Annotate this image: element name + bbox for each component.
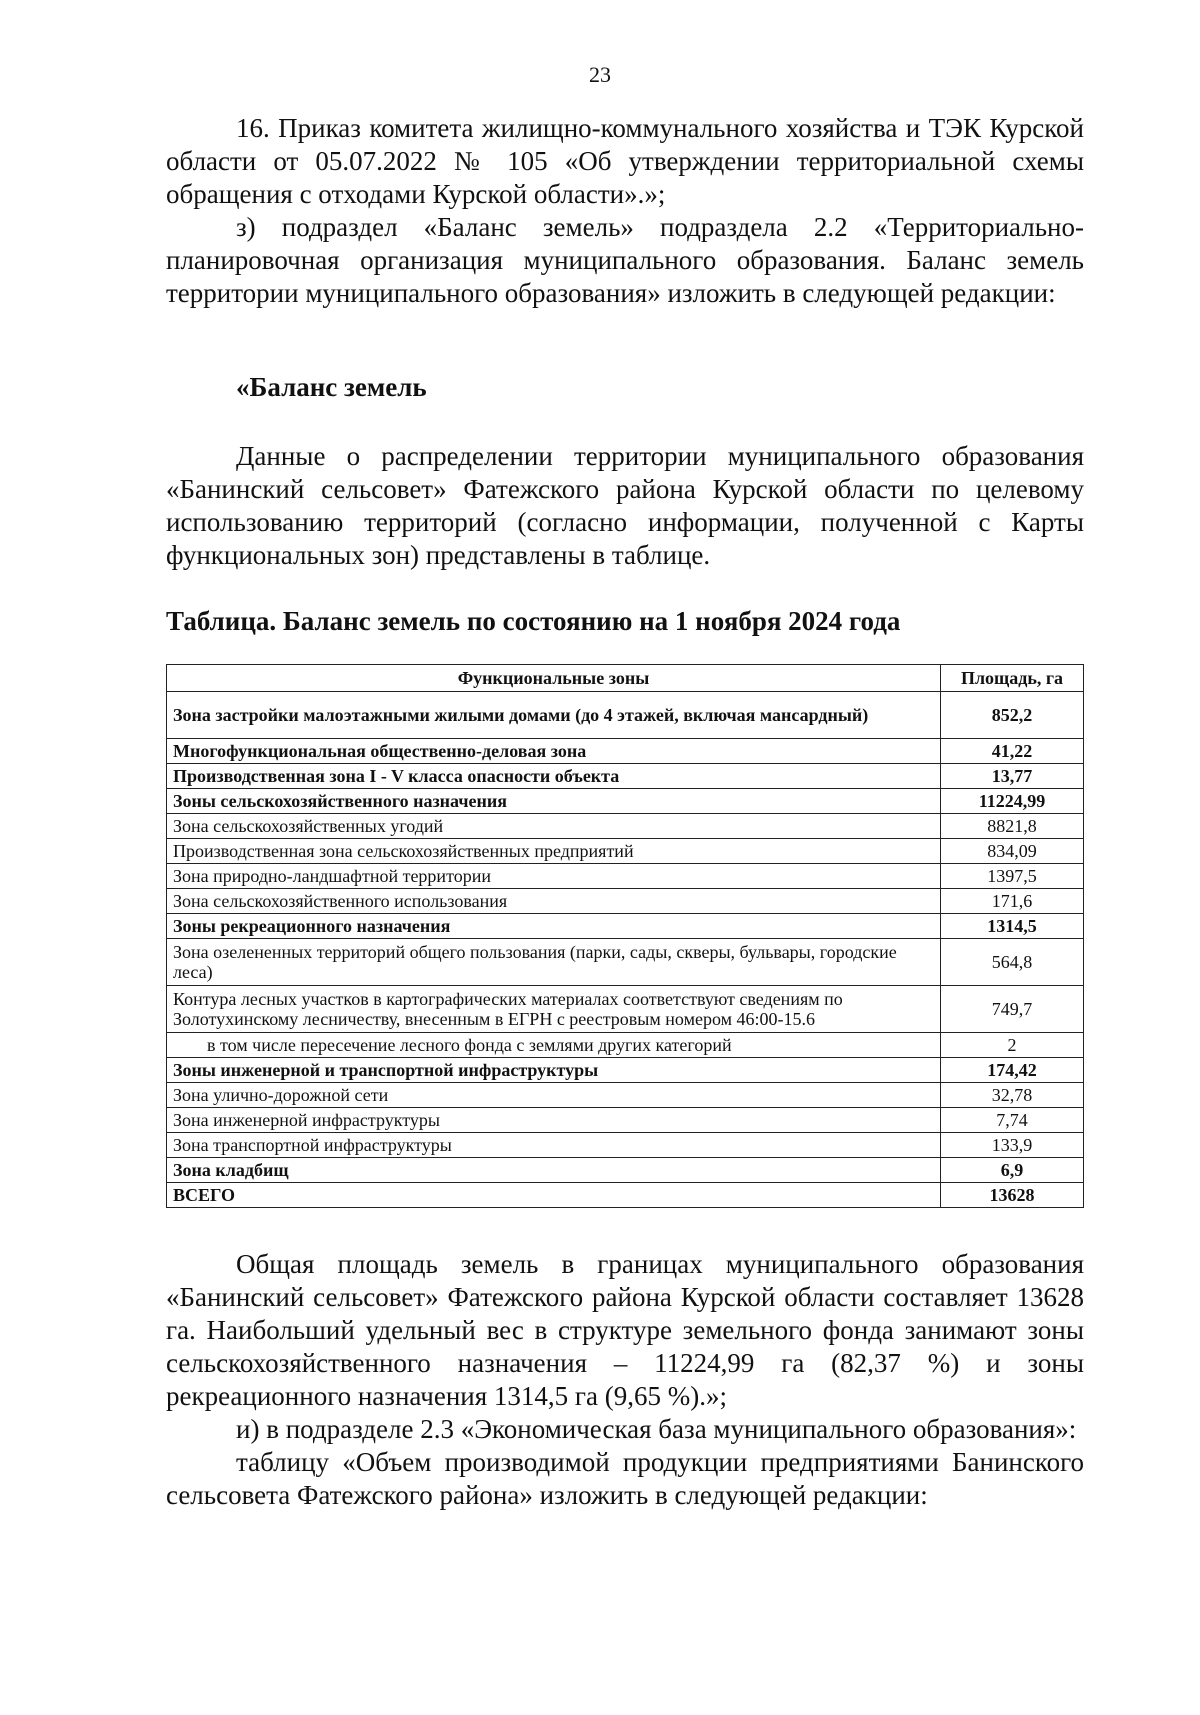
table-row: [167, 789, 1084, 814]
area-cell: 41,22: [941, 739, 1084, 764]
zone-cell: Зоны рекреационного назначения: [167, 914, 941, 939]
summary-paragraph: Общая площадь земель в границах муниципального образования «Банинский сельсовет» Фатежского района Курской области составляет 13628 га. Наибольший удельный вес в структуре земельного фонда занимают зоны сельскохозяйственного назначения – 11224,99 га (82,37 %) и зоны рекреационного назначения 1314,5 га (9,65 %).»;: [166, 1249, 1084, 1411]
table-total-row: [167, 1183, 1084, 1208]
table-row: [167, 1133, 1084, 1158]
table-row: [167, 764, 1084, 789]
area-cell: 834,09: [941, 839, 1084, 864]
zone-cell: в том числе пересечение лесного фонда с землями других категорий: [167, 1033, 941, 1058]
area-cell: 13,77: [941, 764, 1084, 789]
description-block: [166, 440, 1084, 572]
area-cell: 1397,5: [941, 864, 1084, 889]
land-balance-table: [166, 664, 1084, 1208]
item-z-paragraph: з) подраздел «Баланс земель» подраздела 2.2 «Территориально-планировочная организация муниципального образования. Баланс земель территории муниципального образования» изложить в следующей редакции:: [166, 212, 1084, 308]
table-row: [167, 1033, 1084, 1058]
table-row: [167, 1058, 1084, 1083]
zone-cell: Зона озелененных территорий общего пользования (парки, сады, скверы, бульвары, городские леса): [167, 939, 941, 986]
area-cell: 171,6: [941, 889, 1084, 914]
item-table-paragraph: таблицу «Объем производимой продукции предприятиями Банинского сельсовета Фатежского района» изложить в следующей редакции:: [166, 1447, 1084, 1510]
area-cell: 7,74: [941, 1108, 1084, 1133]
area-cell: 564,8: [941, 939, 1084, 986]
section-heading: «Баланс земель: [236, 372, 427, 402]
zone-cell: Зона застройки малоэтажными жилыми домами (до 4 этажей, включая мансардный): [167, 692, 941, 739]
area-cell: 8821,8: [941, 814, 1084, 839]
page-number: 23: [589, 62, 611, 87]
table-row: [167, 739, 1084, 764]
zone-cell: Зона сельскохозяйственного использования: [167, 889, 941, 914]
zone-cell: Зона сельскохозяйственных угодий: [167, 814, 941, 839]
zone-cell: Производственная зона сельскохозяйственных предприятий: [167, 839, 941, 864]
area-cell: 174,42: [941, 1058, 1084, 1083]
total-area-cell: 13628: [941, 1183, 1084, 1208]
summary-block: [166, 1248, 1084, 1512]
total-label-cell: ВСЕГО: [167, 1183, 941, 1208]
table-row: [167, 1083, 1084, 1108]
table-row: [167, 986, 1084, 1033]
zone-cell: Зона инженерной инфраструктуры: [167, 1108, 941, 1133]
table-row: [167, 864, 1084, 889]
zone-cell: Зона природно-ландшафтной территории: [167, 864, 941, 889]
table-row: [167, 889, 1084, 914]
area-cell: 6,9: [941, 1158, 1084, 1183]
area-cell: 32,78: [941, 1083, 1084, 1108]
zone-cell: Зона транспортной инфраструктуры: [167, 1133, 941, 1158]
area-cell: 852,2: [941, 692, 1084, 739]
area-cell: 133,9: [941, 1133, 1084, 1158]
table-row: [167, 839, 1084, 864]
description-paragraph: Данные о распределении территории муниципального образования «Банинский сельсовет» Фатежского района Курской области по целевому использованию территорий (согласно информации, полученной с Карты функциональных зон) представлены в таблице.: [166, 441, 1084, 570]
zone-cell: Контура лесных участков в картографических материалах соответствуют сведениям по Золотухинскому лесничеству, внесенным в ЕГРН с реестровым номером 46:00-15.6: [167, 986, 941, 1033]
table-header-row: [167, 665, 1084, 692]
area-cell: 2: [941, 1033, 1084, 1058]
intro-block: [166, 112, 1084, 310]
header-area: Площадь, га: [941, 665, 1084, 692]
item-16-paragraph: 16. Приказ комитета жилищно-коммунального хозяйства и ТЭК Курской области от 05.07.2022 № 105 «Об утверждении территориальной схемы обращения с отходами Курской области».»;: [166, 113, 1084, 209]
table-row: [167, 814, 1084, 839]
table-row: [167, 914, 1084, 939]
area-cell: 749,7: [941, 986, 1084, 1033]
zone-cell: Зоны сельскохозяйственного назначения: [167, 789, 941, 814]
table-row: [167, 939, 1084, 986]
table-title: Таблица. Баланс земель по состоянию на 1 ноября 2024 года: [166, 606, 901, 636]
header-zones: Функциональные зоны: [167, 665, 941, 692]
zone-cell: Зона кладбищ: [167, 1158, 941, 1183]
area-cell: 1314,5: [941, 914, 1084, 939]
table-row: [167, 1108, 1084, 1133]
zone-cell: Производственная зона I - V класса опасности объекта: [167, 764, 941, 789]
zone-cell: Многофункциональная общественно-деловая зона: [167, 739, 941, 764]
zone-cell: Зона улично-дорожной сети: [167, 1083, 941, 1108]
table-row: [167, 692, 1084, 739]
table-row: [167, 1158, 1084, 1183]
item-i-paragraph: и) в подразделе 2.3 «Экономическая база муниципального образования»:: [236, 1414, 1077, 1444]
area-cell: 11224,99: [941, 789, 1084, 814]
zone-cell: Зоны инженерной и транспортной инфраструктуры: [167, 1058, 941, 1083]
